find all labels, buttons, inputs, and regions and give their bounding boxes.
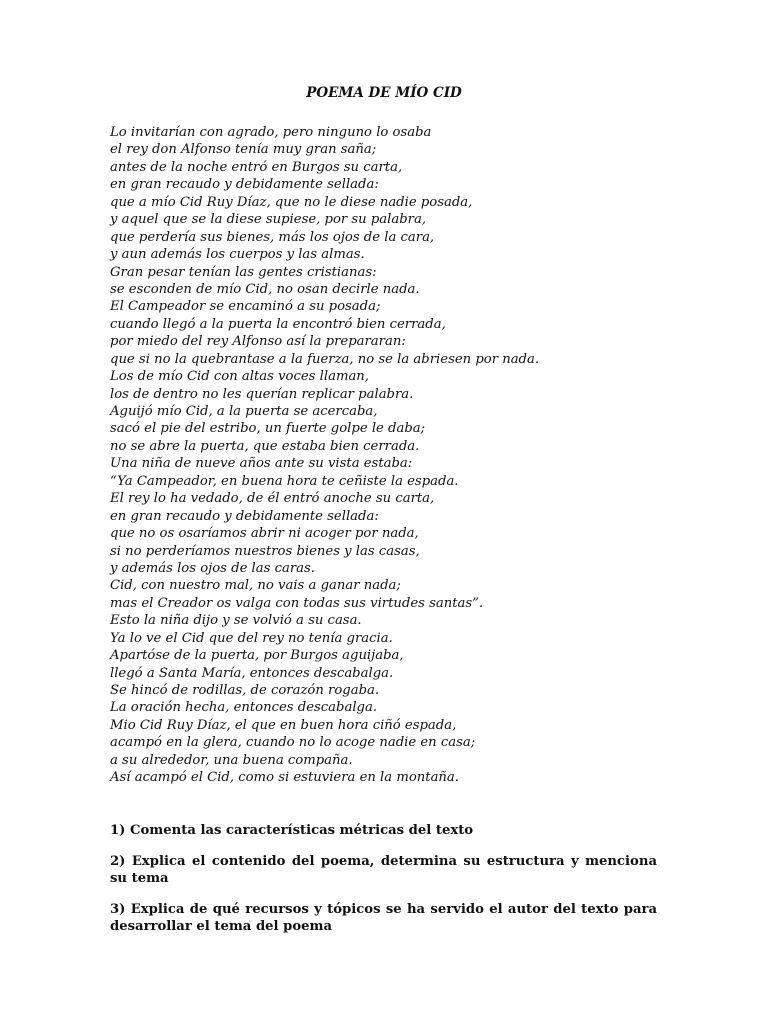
poem-line: y aun además los cuerpos y las almas. <box>110 247 365 263</box>
poem-line: en gran recaudo y debidamente sellada: <box>110 177 379 193</box>
poem-line: Una niña de nueve años ante su vista estaba: <box>110 456 413 472</box>
poem-line: El rey lo ha vedado, de él entró anoche su carta, <box>110 491 435 507</box>
poem-line: a su alrededor, una buena compaña. <box>110 752 353 768</box>
poem-line: antes de la noche entró en Burgos su carta, <box>110 159 403 175</box>
poem-line: que si no la quebrantase a la fuerza, no se la abriesen por nada. <box>110 351 540 367</box>
poem-line: Cid, con nuestro mal, no vais a ganar nada; <box>110 578 401 594</box>
poem-line: Mio Cid Ruy Díaz, el que en buen hora ciñó espada, <box>110 717 457 733</box>
question-3: 3) Explica de qué recursos y tópicos se ha servido el autor del texto para desarrollar el tema del poema <box>110 902 657 934</box>
poem-line: Gran pesar tenían las gentes cristianas: <box>110 264 377 280</box>
poem-line: Aguijó mío Cid, a la puerta se acercaba, <box>110 404 378 419</box>
poem-line: por miedo del rey Alfonso así la prepararan: <box>110 334 406 350</box>
poem-line: Esto la niña dijo y se volvió a su casa. <box>110 613 362 629</box>
poem-line: y aquel que se la diese supiese, por su palabra, <box>110 212 427 228</box>
poem-line: Apartóse de la puerta, por Burgos aguijaba, <box>110 648 404 664</box>
poem-line: cuando llegó a la puerta la encontró bien cerrada, <box>110 316 446 332</box>
questions-section <box>110 822 657 935</box>
document-title: POEMA DE MÍO CID <box>306 85 462 101</box>
poem-line: Lo invitarían con agrado, pero ninguno lo osaba <box>110 125 432 140</box>
poem-line: los de dentro no les querían replicar palabra. <box>110 386 414 402</box>
poem-line: no se abre la puerta, que estaba bien cerrada. <box>110 438 420 454</box>
poem-line: si no perderíamos nuestros bienes y las casas, <box>110 543 420 559</box>
poem-line: el rey don Alfonso tenía muy gran saña; <box>110 142 377 158</box>
poem-line: en gran recaudo y debidamente sellada: <box>110 508 379 524</box>
poem-line: La oración hecha, entonces descabalga. <box>110 700 378 716</box>
poem-line: llegó a Santa María, entonces descabalga. <box>110 665 394 681</box>
poem-line: que perdería sus bienes, más los ojos de la cara, <box>110 229 435 245</box>
poem-line: Así acampó el Cid, como si estuviera en la montaña. <box>110 770 459 786</box>
poem-line: “Ya Campeador, en buena hora te ceñiste la espada. <box>110 473 459 489</box>
poem-line: y además los ojos de las caras. <box>110 560 315 576</box>
poem-body <box>110 124 670 787</box>
poem-line: Los de mío Cid con altas voces llaman, <box>110 369 369 385</box>
poem-line: mas el Creador os valga con todas sus virtudes santas”. <box>110 595 484 611</box>
question-2: 2) Explica el contenido del poema, determina su estructura y menciona su tema <box>110 854 657 886</box>
poem-line: que a mío Cid Ruy Díaz, que no le diese nadie posada, <box>110 194 473 210</box>
poem-line: sacó el pie del estribo, un fuerte golpe le daba; <box>110 421 426 437</box>
question-1: 1) Comenta las características métricas del texto <box>110 823 474 838</box>
poem-line: El Campeador se encaminó a su posada; <box>110 299 381 315</box>
poem-line: Se hincó de rodillas, de corazón rogaba. <box>110 683 380 698</box>
poem-line: que no os osaríamos abrir ni acoger por nada, <box>110 526 419 542</box>
poem-line: se esconden de mío Cid, no osan decirle nada. <box>110 281 420 297</box>
poem-line: Ya lo ve el Cid que del rey no tenía gracia. <box>110 630 393 646</box>
poem-line: acampó en la glera, cuando no lo acoge nadie en casa; <box>110 735 476 751</box>
